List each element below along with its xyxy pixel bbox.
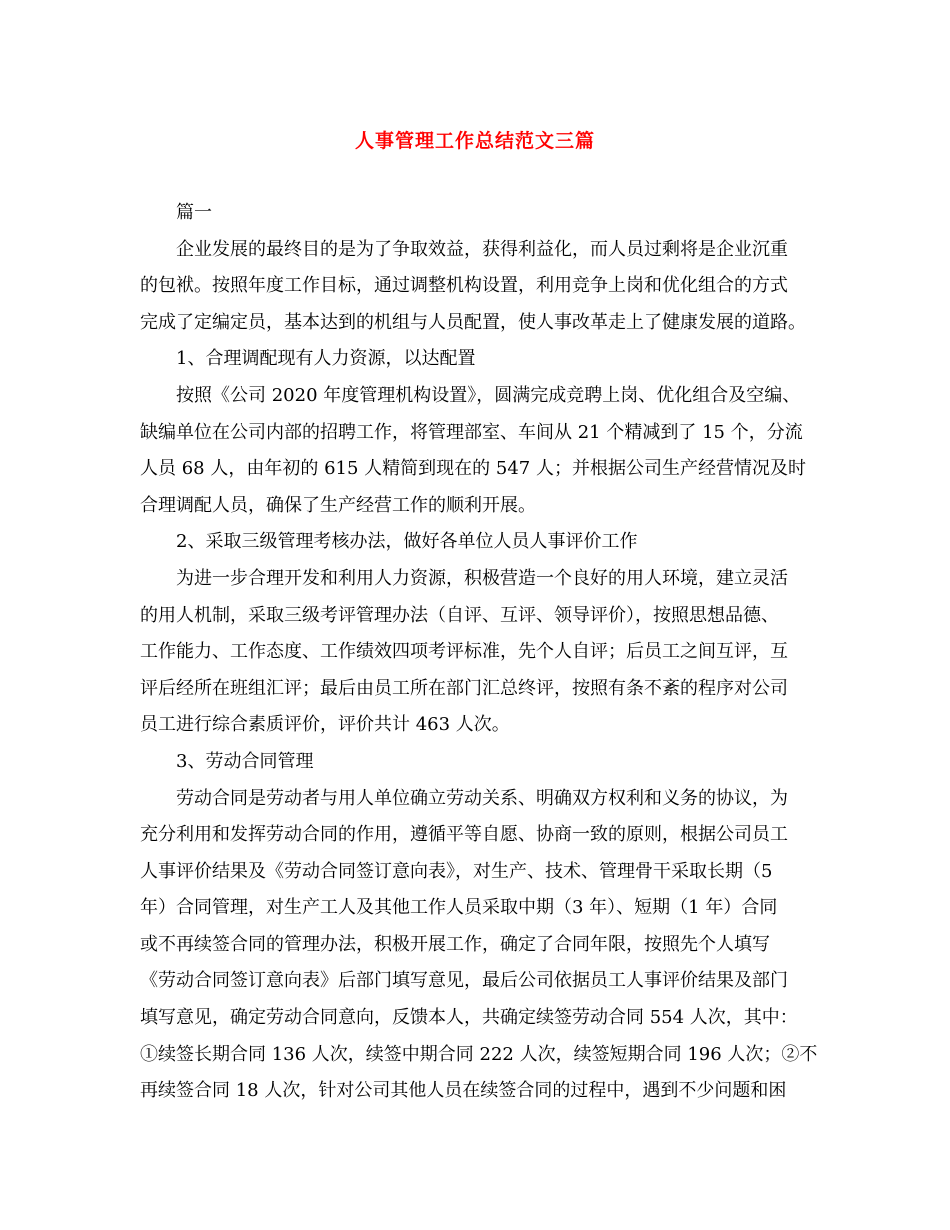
text-line: 员工进行综合素质评价，评价共计 463 人次。 xyxy=(140,714,510,736)
text-line: 或不再续签合同的管理办法，积极开展工作，确定了合同年限，按照先个人填写 xyxy=(140,933,770,955)
text-line: 充分利用和发挥劳动合同的作用，遵循平等自愿、协商一致的原则，根据公司员工 xyxy=(140,824,788,846)
text-line: 《劳动合同签订意向表》后部门填写意见，最后公司依据员工人事评价结果及部门 xyxy=(140,970,788,992)
text-line: 工作能力、工作态度、工作绩效四项考评标准，先个人自评；后员工之间互评，互 xyxy=(140,641,788,663)
text-line: 评后经所在班组汇评；最后由员工所在部门汇总终评，按照有条不紊的程序对公司 xyxy=(140,677,788,699)
text-line: 的包袱。按照年度工作目标，通过调整机构设置，利用竞争上岗和优化组合的方式 xyxy=(140,275,788,297)
text-line: 人员 68 人，由年初的 615 人精简到现在的 547 人；并根据公司生产经营情况及时 xyxy=(140,458,806,480)
text-line: 人事评价结果及《劳动合同签订意向表》，对生产、技术、管理骨干采取长期（5 xyxy=(140,860,773,882)
text-line: 3、劳动合同管理 xyxy=(176,750,314,772)
text-line: 企业发展的最终目的是为了争取效益，获得利益化，而人员过剩将是企业沉重 xyxy=(176,238,788,260)
text-line: 缺编单位在公司内部的招聘工作，将管理部室、车间从 21 个精减到了 15 个，分流 xyxy=(140,421,803,443)
text-line: 按照《公司 2020 年度管理机构设置》，圆满完成竞聘上岗、优化组合及空编、 xyxy=(176,384,801,406)
text-line: 1、合理调配现有人力资源，以达配置 xyxy=(176,348,476,370)
document-title: 人事管理工作总结范文三篇 xyxy=(354,130,595,152)
text-line: 合理调配人员，确保了生产经营工作的顺利开展。 xyxy=(140,494,536,516)
text-line: ①续签长期合同 136 人次，续签中期合同 222 人次，续签短期合同 196 人次；②不 xyxy=(140,1043,818,1065)
text-line: 2、采取三级管理考核办法，做好各单位人员人事评价工作 xyxy=(176,531,638,553)
text-line: 年）合同管理，对生产工人及其他工作人员采取中期（3 年）、短期（1 年）合同 xyxy=(140,897,778,919)
text-line: 为进一步合理开发和利用人力资源，积极营造一个良好的用人环境，建立灵活 xyxy=(176,567,788,589)
text-line: 完成了定编定员，基本达到的机组与人员配置，使人事改革走上了健康发展的道路。 xyxy=(140,311,806,333)
document-body xyxy=(140,195,820,1110)
text-line: 劳动合同是劳动者与用人单位确立劳动关系、明确双方权利和义务的协议，为 xyxy=(176,787,788,809)
text-line: 再续签合同 18 人次，针对公司其他人员在续签合同的过程中，遇到不少问题和困 xyxy=(140,1080,787,1102)
text-line: 篇一 xyxy=(176,202,212,223)
text-line: 填写意见，确定劳动合同意向，反馈本人，共确定续签劳动合同 554 人次，其中： xyxy=(140,1007,798,1029)
text-line: 的用人机制，采取三级考评管理办法（自评、互评、领导评价），按照思想品德、 xyxy=(140,604,779,626)
